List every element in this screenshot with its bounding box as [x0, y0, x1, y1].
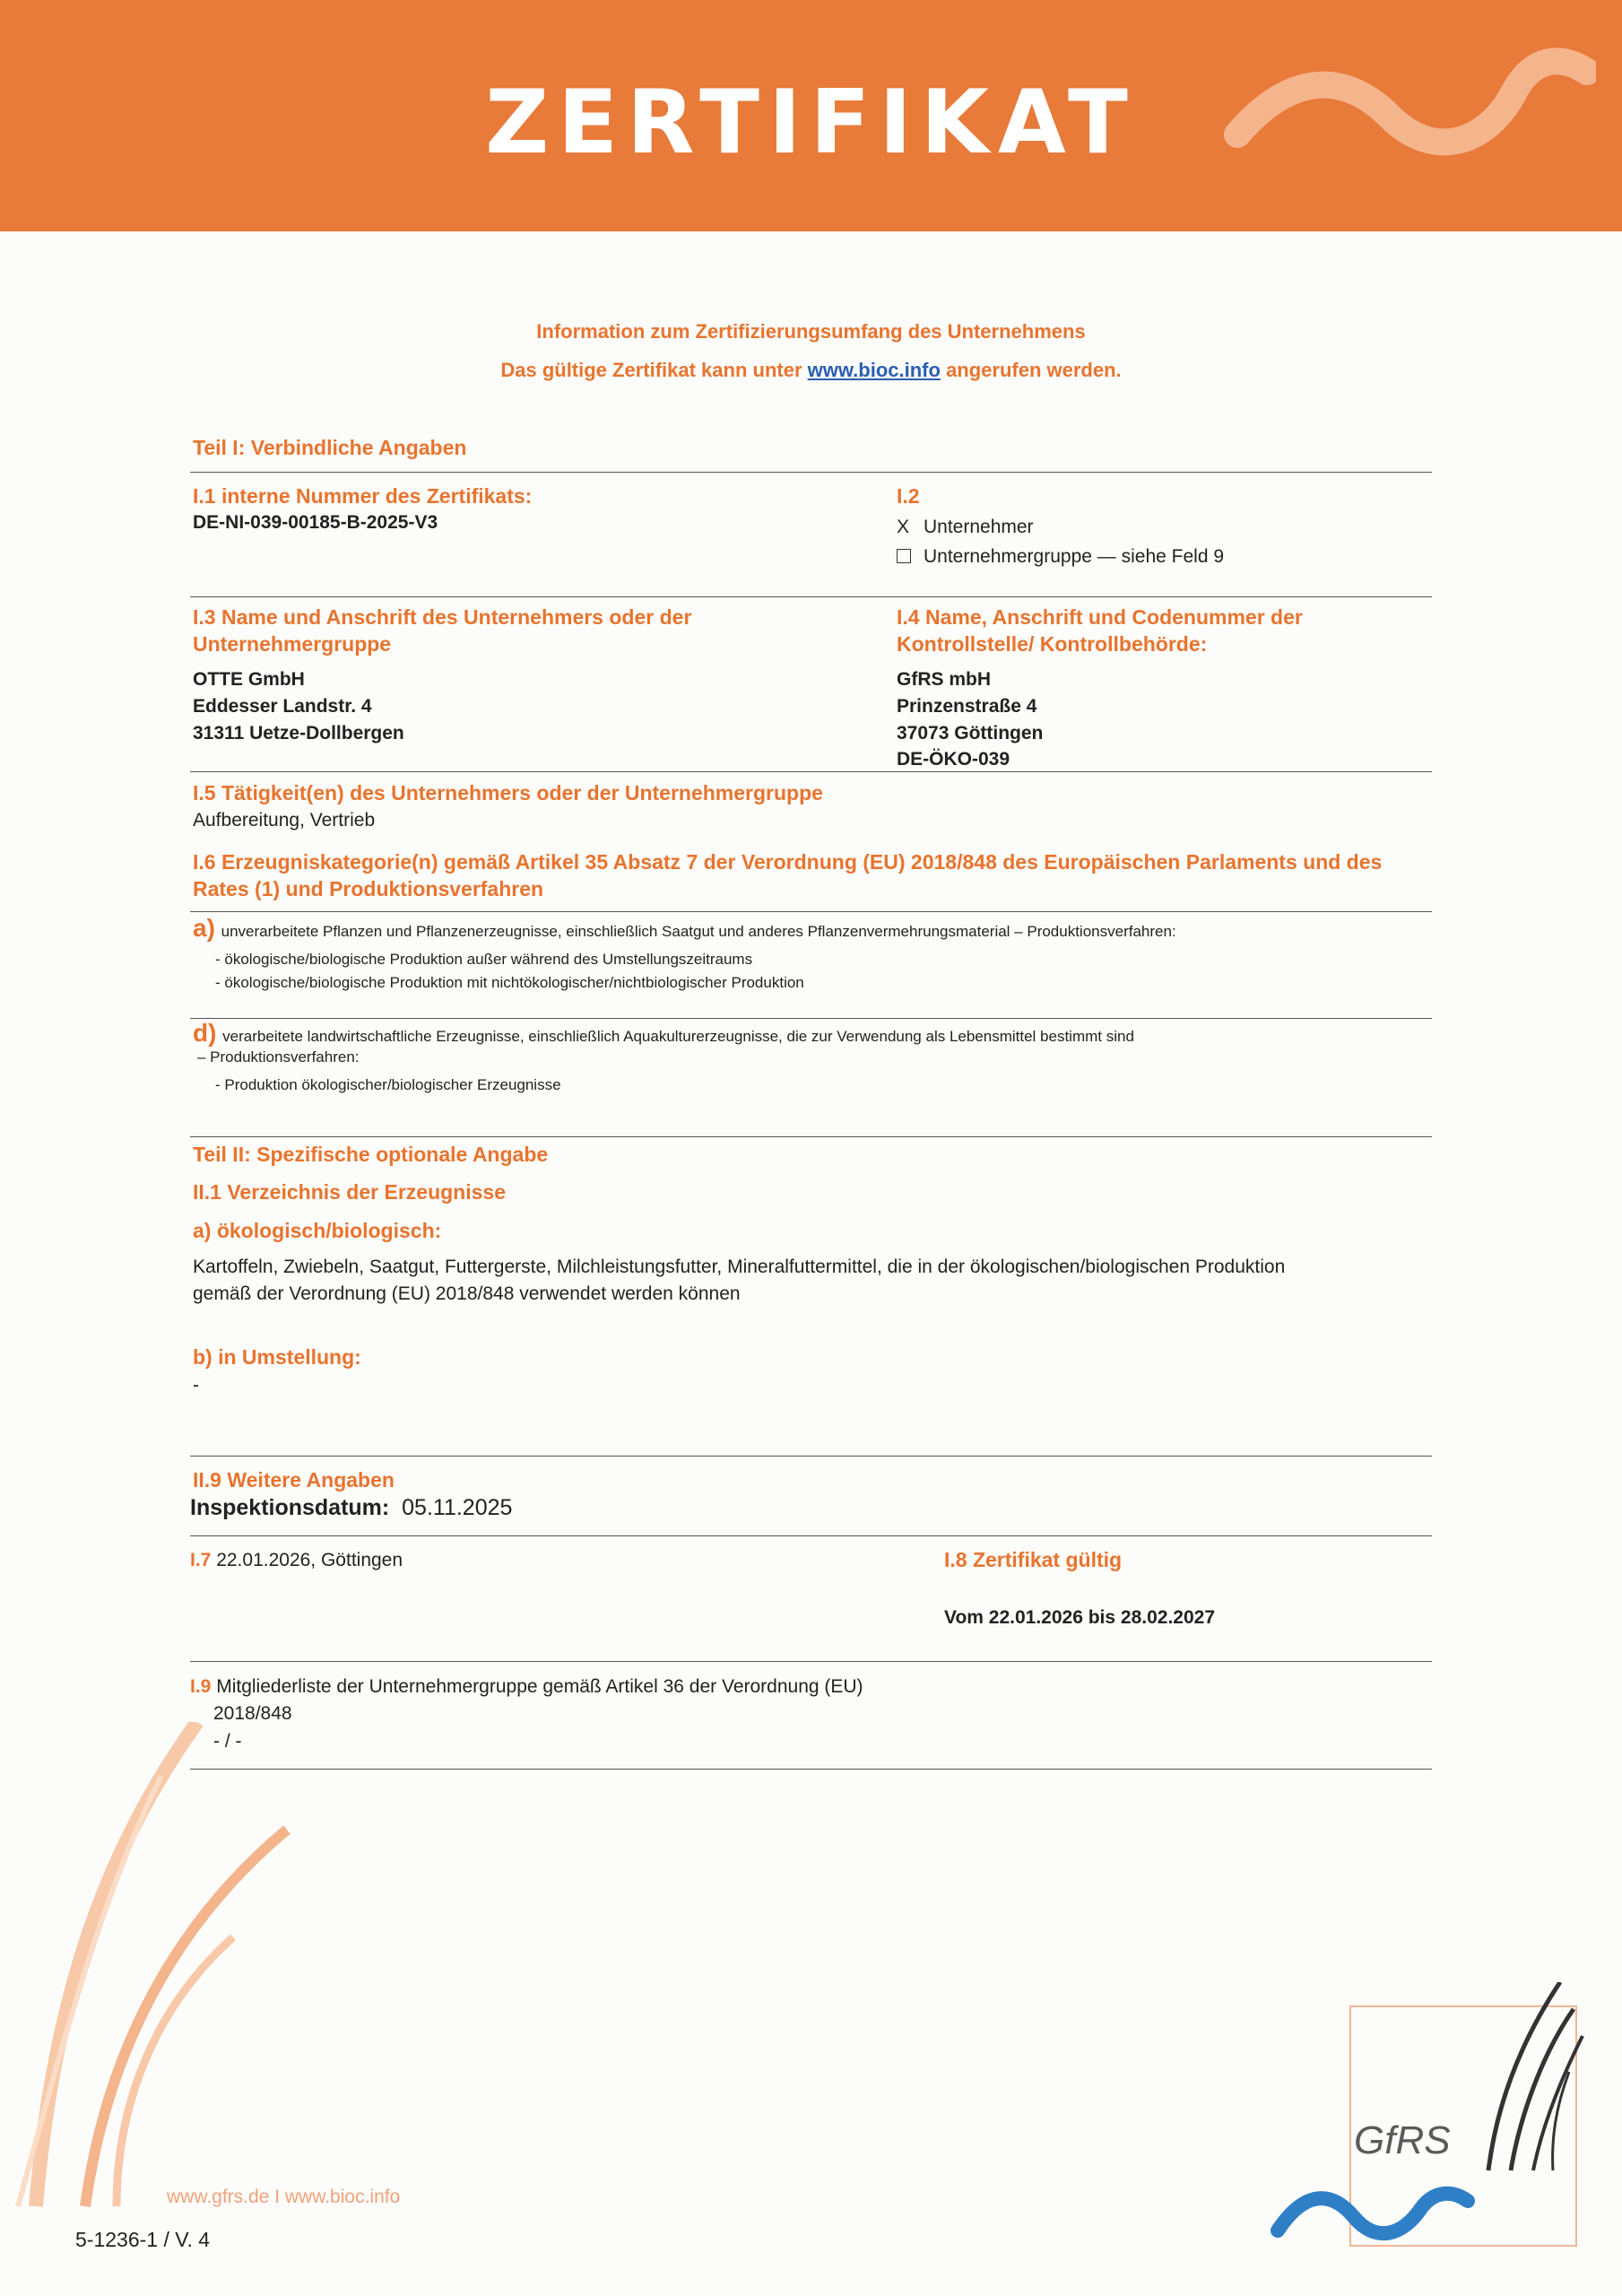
page-title: ZERTIFIKAT	[485, 72, 1137, 174]
option-unternehmer: X Unternehmer	[897, 514, 1034, 540]
product-list: Kartoffeln, Zwiebeln, Saatgut, Futtergerste, Milchleistungsfutter, Mineralfuttermittel, die in der ökologischen/biologischen Produktion	[193, 1257, 1286, 1277]
member-list-label-cont: 2018/848	[213, 1703, 292, 1724]
checkbox-icon	[897, 549, 911, 563]
category-d: d) verarbeitete landwirtschaftliche Erzeugnisse, einschließlich Aquakulturerzeugnisse, die zur Verwendung als Lebensmittel bestimmt sind	[193, 1019, 1134, 1047]
authority-name: GfRS mbH	[897, 669, 991, 690]
s16-label: I.6 Erzeugniskategorie(n) gemäß Artikel 35 Absatz 7 der Verordnung (EU) 2018/848 des Europäischen Parlaments und des	[193, 850, 1383, 874]
info-line-2: Das gültige Zertifikat kann unter www.bioc.info angerufen werden.	[500, 359, 1122, 381]
s16-label-cont: Rates (1) und Produktionsverfahren	[193, 877, 544, 900]
issue-place-date: I.7 22.01.2026, Göttingen	[190, 1550, 403, 1570]
category-a-item: - ökologische/biologische Produktion mit nichtökologischer/nichtbiologischer Produktion	[215, 974, 804, 991]
product-list-cont: gemäß der Verordnung (EU) 2018/848 verwendet werden können	[193, 1283, 741, 1304]
s13-label: I.3 Name und Anschrift des Unternehmers oder der	[193, 605, 692, 629]
teil2-heading: Teil II: Spezifische optionale Angabe	[193, 1143, 549, 1166]
authority-code: DE-ÖKO-039	[897, 749, 1010, 770]
s29-label: II.9 Weitere Angaben	[193, 1468, 395, 1492]
validity-period: Vom 22.01.2026 bis 28.02.2027	[944, 1607, 1215, 1628]
s18-label: I.8 Zertifikat gültig	[944, 1548, 1123, 1571]
member-list-value: - / -	[213, 1731, 242, 1752]
divider	[190, 1136, 1432, 1137]
s21-label: II.1 Verzeichnis der Erzeugnisse	[193, 1180, 506, 1204]
company-street: Eddesser Landstr. 4	[193, 696, 372, 717]
info-line-1: Information zum Zertifizierungsumfang des Unternehmens	[536, 320, 1086, 343]
teil1-heading: Teil I: Verbindliche Angaben	[193, 436, 467, 459]
divider	[190, 596, 1432, 597]
divider	[190, 472, 1432, 473]
s12-label: I.2	[897, 484, 920, 508]
category-d-item: - Produktion ökologischer/biologischer Erzeugnisse	[215, 1076, 561, 1093]
logo-text: GfRS	[1354, 2118, 1451, 2162]
header-band	[0, 0, 1622, 231]
category-a-item: - ökologische/biologische Produktion außer während des Umstellungszeitraums	[215, 951, 753, 968]
authority-street: Prinzenstraße 4	[897, 696, 1037, 717]
certificate-number: DE-NI-039-00185-B-2025-V3	[193, 512, 438, 533]
category-a: a) unverarbeitete Pflanzen und Pflanzenerzeugnisse, einschließlich Saatgut und anderes Pflanzenvermehrungsmaterial – Produktionsverfahren:	[193, 914, 1176, 942]
conversion-label: b) in Umstellung:	[193, 1345, 361, 1369]
s14-label-cont: Kontrollstelle/ Kontrollbehörde:	[897, 632, 1208, 656]
footer-links: www.gfrs.de I www.bioc.info	[167, 2187, 401, 2207]
divider	[190, 1456, 1432, 1457]
divider	[190, 911, 1432, 912]
conversion-value: -	[193, 1375, 199, 1396]
logo-grass-icon	[1470, 1982, 1587, 2179]
organic-label: a) ökologisch/biologisch:	[193, 1219, 442, 1242]
category-d-cont: – Produktionsverfahren:	[197, 1048, 360, 1065]
bioc-link[interactable]: www.bioc.info	[807, 359, 941, 381]
member-list-label: I.9 Mitgliederliste der Unternehmergruppe gemäß Artikel 36 der Verordnung (EU)	[190, 1676, 863, 1697]
divider	[190, 771, 1432, 772]
company-city: 31311 Uetze-Dollbergen	[193, 723, 404, 744]
s13-label-cont: Unternehmergruppe	[193, 632, 392, 656]
s15-label: I.5 Tätigkeit(en) des Unternehmers oder der Unternehmergruppe	[193, 781, 823, 804]
inspection-date: Inspektionsdatum: 05.11.2025	[190, 1495, 513, 1520]
authority-city: 37073 Göttingen	[897, 723, 1044, 744]
company-name: OTTE GmbH	[193, 669, 305, 690]
decorative-swoosh-icon	[0, 1722, 377, 2224]
divider	[190, 1661, 1432, 1662]
s11-label: I.1 interne Nummer des Zertifikats:	[193, 484, 533, 508]
divider	[190, 1018, 1432, 1019]
activity-value: Aufbereitung, Vertrieb	[193, 810, 376, 831]
option-unternehmergruppe: Unternehmergruppe — siehe Feld 9	[897, 544, 1224, 570]
divider	[190, 1535, 1432, 1536]
s14-label: I.4 Name, Anschrift und Codenummer der	[897, 605, 1303, 629]
document-version: 5-1236-1 / V. 4	[75, 2228, 211, 2251]
checked-mark: X	[897, 517, 910, 537]
wave-logo-icon	[1219, 36, 1596, 179]
logo-wave-icon	[1269, 2181, 1475, 2253]
